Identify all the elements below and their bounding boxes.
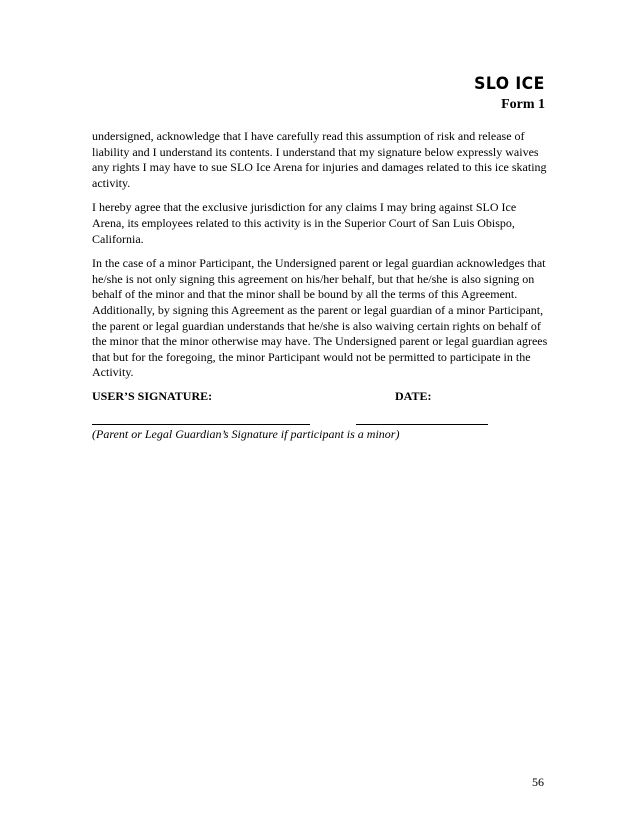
date-label: DATE: [395, 389, 432, 403]
date-line [356, 424, 488, 425]
guardian-signature-note: (Parent or Legal Guardian’s Signature if participant is a minor) [92, 427, 400, 441]
page-header [468, 74, 545, 114]
form-label: Form 1 [501, 97, 545, 112]
paragraph-acknowledgement: undersigned, acknowledge that I have carefully read this assumption of risk and release of liability and I understand its contents. I understand that my signature below expressly waives any rights I may have to sue SLO Ice Arena for injuries and damages related to this ice skating activity. [92, 129, 547, 190]
paragraph-jurisdiction: I hereby agree that the exclusive jurisdiction for any claims I may bring against SLO Ice Arena, its employees related to this activity is in the Superior Court of San Luis Obispo, California. [92, 200, 517, 246]
user-signature-label: USER’S SIGNATURE: [92, 389, 213, 403]
signature-line [92, 424, 310, 425]
agreement-text [92, 129, 550, 390]
page-number: 56 [532, 775, 544, 789]
slo-ice-logo: SLO ICE [474, 74, 545, 94]
paragraph-minor-participant: In the case of a minor Participant, the Undersigned parent or legal guardian acknowledges that he/she is not only signing this agreement on his/her behalf, but that he/she is also signing on behalf of the minor and that the minor shall be bound by all the terms of this Agreement. Additionally, by signing this Agreement as the parent or legal guardian of a minor Participant, the parent or legal guardian understands that he/she is also waiving certain rights on behalf of the minor that the minor otherwise may have. The Undersigned parent or legal guardian agrees that but for the foregoing, the minor Participant would not be permitted to participate in the Activity. [92, 256, 548, 380]
